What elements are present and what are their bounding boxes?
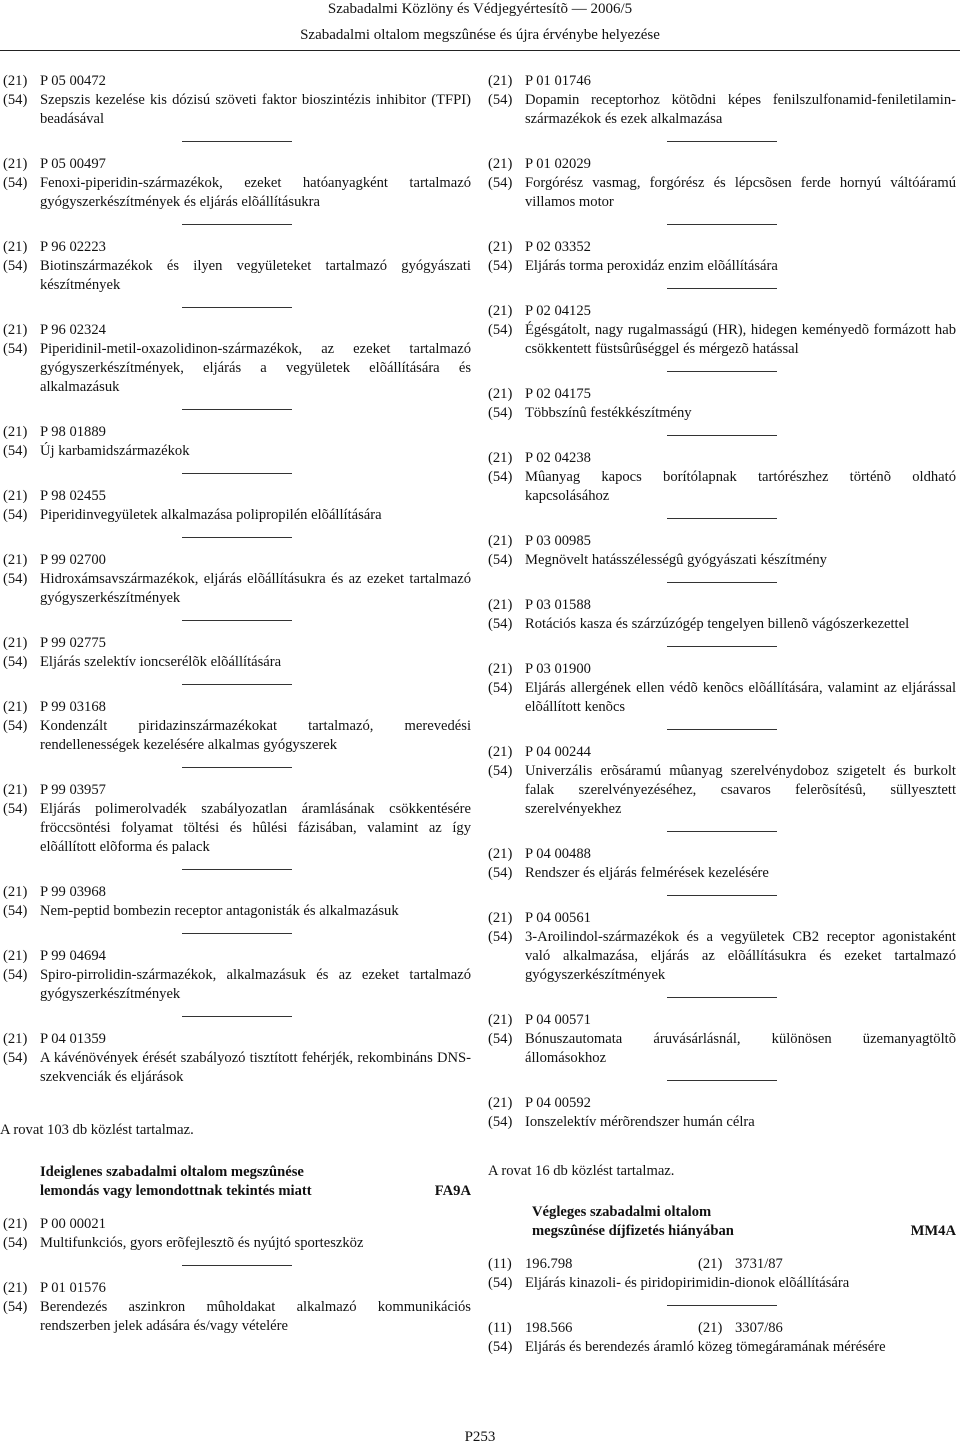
inid-code-21: (21) [3, 884, 28, 900]
entry-id-row [3, 423, 471, 442]
patent-entry [488, 845, 956, 883]
patent-entry [488, 743, 956, 819]
invention-title: Égésgátolt, nagy rugalmasságú (HR), hidegen keményedõ formázott hab csökkentett füstsûrûséggel és mérgezõ hatással [525, 322, 956, 357]
inid-code-11: (11) [488, 1256, 512, 1272]
entry-id-row [488, 449, 956, 468]
inid-code-54: (54) [3, 1299, 28, 1315]
patent-entry [488, 385, 956, 423]
invention-title: Eljárás allergének ellen védõ kenõcs elõállítására, valamint az eljárással elõállított kenõcs [525, 680, 956, 715]
application-number: P 99 03168 [40, 699, 106, 715]
inid-code-21: (21) [3, 1031, 28, 1047]
inid-code-21: (21) [3, 322, 28, 338]
inid-code-21: (21) [3, 948, 28, 964]
inid-code-21: (21) [488, 386, 513, 402]
patent-entry [488, 449, 956, 506]
section-total: A rovat 16 db közlést tartalmaz. [488, 1163, 675, 1179]
invention-title: 3-Aroilindol-származékok és a vegyületek CB2 receptor agonistaként való alkalmazása, eljárás az elõállításukra és ezeket tartalmazó gyógyszerkészítmények [525, 929, 956, 983]
inid-code-54: (54) [3, 967, 28, 983]
entry-id-row [488, 302, 956, 321]
entry-id-row [3, 238, 471, 257]
inid-code-21: (21) [488, 450, 513, 466]
inid-code-54: (54) [3, 92, 28, 108]
entry-separator [667, 831, 777, 832]
inid-code-54: (54) [488, 258, 513, 274]
inid-code-21: (21) [488, 744, 513, 760]
entry-title-row [3, 91, 471, 129]
invention-title: Rotációs kasza és szárzúzógép tengelyen billenõ vágószerkezettel [525, 616, 910, 632]
inid-code-54: (54) [3, 801, 28, 817]
patent-entry [488, 1011, 956, 1068]
invention-title: Szepszis kezelése kis dózisú szöveti faktor bioszintézis inhibitor (TFPI) beadásával [40, 92, 471, 127]
application-number: P 05 00497 [40, 156, 106, 172]
inid-code-54: (54) [488, 865, 513, 881]
patent-entry [488, 532, 956, 570]
entry-title-row [3, 340, 471, 397]
entry-separator [182, 141, 292, 142]
section-heading-line1: Végleges szabadalmi oltalom [532, 1204, 712, 1220]
invention-title: Eljárás és berendezés áramló közeg tömegáramának mérésére [525, 1339, 886, 1355]
application-number: P 96 02324 [40, 322, 106, 338]
application-number: P 99 02775 [40, 635, 106, 651]
invention-title: Kondenzált piridazinszármazékokat tartalmazó, merevedési rendellenességek kezelésére alkalmas gyógyszerek [40, 718, 471, 753]
invention-title: Piperidinvegyületek alkalmazása polipropilén elõállítására [40, 507, 382, 523]
entry-separator [182, 307, 292, 308]
entry-separator [667, 729, 777, 730]
inid-code-21: (21) [488, 597, 513, 613]
entry-title-row [488, 404, 956, 423]
application-number: P 04 00592 [525, 1095, 591, 1111]
section-spacer [3, 1201, 471, 1215]
inid-code-21: (21) [488, 239, 513, 255]
entry-id-row [3, 72, 471, 91]
inid-code-11: (11) [488, 1320, 512, 1336]
inid-code-54: (54) [3, 175, 28, 191]
entry-title-row [3, 442, 471, 461]
entry-separator [667, 224, 777, 225]
entry-separator [667, 518, 777, 519]
invention-title: Spiro-pirrolidin-származékok, alkalmazásuk és az ezeket tartalmazó gyógyszerkészítmények [40, 967, 471, 1002]
entry-separator [667, 582, 777, 583]
inid-code-54: (54) [488, 552, 513, 568]
patent-entry [3, 883, 471, 921]
patent-entry [3, 321, 471, 397]
entry-id-row [3, 321, 471, 340]
inid-code-21: (21) [488, 661, 513, 677]
application-number: P 00 00021 [40, 1216, 106, 1232]
entry-id-row [3, 698, 471, 717]
application-number: P 98 01889 [40, 424, 106, 440]
inid-code-21: (21) [3, 239, 28, 255]
entry-title-row [488, 468, 956, 506]
invention-title: Eljárás kinazoli- és piridopirimidin-dionok elõállítására [525, 1275, 850, 1291]
invention-title: Eljárás polimerolvadék szabályozatlan áramlásának csökkentésére fröccsöntési folyamat töltési és hûlési fázisában, valamint az így elõállított elõforma és palack [40, 801, 471, 855]
invention-title: Berendezés aszinkron mûholdakat alkalmazó kommunikációs rendszerben jelek adására és/vagy vételére [40, 1299, 471, 1334]
entry-separator [667, 1305, 777, 1306]
entry-title-row [488, 174, 956, 212]
patent-entry [488, 1319, 956, 1357]
entry-separator [182, 409, 292, 410]
entry-id-row [488, 909, 956, 928]
application-number: P 04 01359 [40, 1031, 106, 1047]
invention-title: Dopamin receptorhoz kötõdni képes fenilszulfonamid-feniletilamin-származékok és ezek alkalmazása [525, 92, 956, 127]
entry-separator [182, 869, 292, 870]
inid-code-54: (54) [488, 1114, 513, 1130]
section-heading [488, 1203, 956, 1241]
invention-title: Megnövelt hatásszélességû gyógyászati készítmény [525, 552, 827, 568]
entry-title-row [488, 864, 956, 883]
inid-code-54: (54) [488, 92, 513, 108]
inid-code-21: (21) [698, 1320, 723, 1336]
entry-title-row [3, 902, 471, 921]
inid-code-54: (54) [488, 1339, 513, 1355]
inid-code-21: (21) [488, 303, 513, 319]
application-number: P 04 00244 [525, 744, 591, 760]
entry-id-row [3, 1215, 471, 1234]
inid-code-54: (54) [488, 929, 513, 945]
inid-code-54: (54) [3, 1050, 28, 1066]
entry-separator [182, 767, 292, 768]
section-heading-line1: Ideiglenes szabadalmi oltalom megszûnése [40, 1164, 304, 1180]
application-number: P 01 02029 [525, 156, 591, 172]
entry-id-row [488, 238, 956, 257]
application-number: P 04 00571 [525, 1012, 591, 1028]
inid-code-54: (54) [3, 258, 28, 274]
invention-title: Mûanyag kapocs borítólapnak tartórészhez történõ oldható kapcsolásához [525, 469, 956, 504]
patent-entry [488, 596, 956, 634]
application-number: P 02 03352 [525, 239, 591, 255]
invention-title: Univerzális erõsáramú mûanyag szerelvénydoboz szigetelt és burkolt falak szerelvényezéséhez, csavaros felerõsítésû, süllyesztett szerelvényekhez [525, 763, 956, 817]
entry-separator [182, 684, 292, 685]
entry-id-row [488, 1094, 956, 1113]
entry-title-row [3, 966, 471, 1004]
inid-code-54: (54) [3, 507, 28, 523]
entry-title-row [3, 1298, 471, 1336]
entry-title-row [488, 928, 956, 985]
inid-code-21: (21) [3, 156, 28, 172]
patent-entry [3, 238, 471, 295]
patent-entry [3, 1215, 471, 1253]
patent-entry [3, 947, 471, 1004]
entry-separator [667, 371, 777, 372]
invention-title: A kávénövények érését szabályozó tisztított fehérjék, rekombináns DNS-szekvenciák és eljárások [40, 1050, 471, 1085]
inid-code-54: (54) [3, 341, 28, 357]
inid-code-21: (21) [488, 73, 513, 89]
entry-title-row [3, 174, 471, 212]
entry-title-row [3, 570, 471, 608]
application-number: P 99 03968 [40, 884, 106, 900]
application-number: P 99 04694 [40, 948, 106, 964]
patent-entry [488, 155, 956, 212]
entry-separator [182, 224, 292, 225]
inid-code-21: (21) [3, 635, 28, 651]
patent-entry [3, 781, 471, 857]
entry-separator [182, 1265, 292, 1266]
application-number: P 05 00472 [40, 73, 106, 89]
invention-title: Többszínû festékkészítmény [525, 405, 692, 421]
entry-separator [667, 646, 777, 647]
entry-title-row [488, 679, 956, 717]
entry-id-row [3, 551, 471, 570]
inid-code-54: (54) [488, 763, 513, 779]
entry-id-row [3, 634, 471, 653]
entry-separator [182, 473, 292, 474]
invention-title: Multifunkciós, gyors erõfejlesztõ és nyújtó sporteszköz [40, 1235, 364, 1251]
application-number: 3307/86 [735, 1320, 783, 1336]
application-number: P 04 00561 [525, 910, 591, 926]
entry-id-row [488, 660, 956, 679]
section-code: FA9A [434, 1183, 471, 1199]
page-number: P253 [464, 1429, 496, 1445]
inid-code-21: (21) [3, 73, 28, 89]
entry-separator [182, 1016, 292, 1017]
entry-id-row [488, 385, 956, 404]
running-header [0, 0, 960, 44]
entry-title-row [488, 615, 956, 634]
section-spacer [488, 1241, 956, 1255]
patent-entry [3, 634, 471, 672]
application-number: P 96 02223 [40, 239, 106, 255]
invention-title: Nem-peptid bombezin receptor antagonisták és alkalmazásuk [40, 903, 399, 919]
entry-id-row [3, 947, 471, 966]
inid-code-21: (21) [698, 1256, 723, 1272]
inid-code-21: (21) [3, 424, 28, 440]
entry-separator [182, 933, 292, 934]
entry-id-row [488, 596, 956, 615]
entry-id-row [488, 155, 956, 174]
inid-code-21: (21) [488, 156, 513, 172]
inid-code-54: (54) [488, 405, 513, 421]
entry-title-row [488, 1338, 956, 1357]
invention-title: Fenoxi-piperidin-származékok, ezeket hatóanyagként tartalmazó gyógyszerkészítmények és eljárás elõállításukra [40, 175, 471, 210]
invention-title: Hidroxámsavszármazékok, eljárás elõállításukra és az ezeket tartalmazó gyógyszerkészítmények [40, 571, 471, 606]
entry-separator [182, 537, 292, 538]
entry-title-row [3, 257, 471, 295]
inid-code-54: (54) [3, 654, 28, 670]
inid-code-54: (54) [3, 571, 28, 587]
inid-code-21: (21) [488, 1095, 513, 1111]
invention-title: Eljárás torma peroxidáz enzim elõállítására [525, 258, 778, 274]
application-number: P 04 00488 [525, 846, 591, 862]
entry-title-row [3, 800, 471, 857]
application-number: P 02 04238 [525, 450, 591, 466]
entry-title-row [488, 321, 956, 359]
entry-id-row [3, 487, 471, 506]
inid-code-21: (21) [488, 1012, 513, 1028]
entry-separator [667, 141, 777, 142]
entry-id-row [488, 1255, 956, 1274]
inid-code-54: (54) [488, 175, 513, 191]
invention-title: Biotinszármazékok és ilyen vegyületeket tartalmazó gyógyászati készítmények [40, 258, 471, 293]
entry-id-row [488, 845, 956, 864]
application-number: 3731/87 [735, 1256, 783, 1272]
inid-code-21: (21) [488, 910, 513, 926]
inid-code-21: (21) [3, 552, 28, 568]
inid-code-54: (54) [488, 680, 513, 696]
entry-title-row [488, 1030, 956, 1068]
inid-code-21: (21) [3, 1280, 28, 1296]
patent-number: 196.798 [525, 1256, 573, 1272]
entry-title-row [3, 717, 471, 755]
left-column [0, 72, 471, 1336]
patent-entry [488, 660, 956, 717]
application-number: P 03 00985 [525, 533, 591, 549]
application-number: P 99 02700 [40, 552, 106, 568]
inid-code-54: (54) [3, 903, 28, 919]
patent-entry [488, 302, 956, 359]
application-number: P 98 02455 [40, 488, 106, 504]
application-number: P 03 01588 [525, 597, 591, 613]
inid-code-54: (54) [488, 322, 513, 338]
application-number: P 01 01576 [40, 1280, 106, 1296]
entry-id-row [3, 155, 471, 174]
inid-code-54: (54) [488, 469, 513, 485]
entry-separator [667, 997, 777, 998]
section-heading [3, 1163, 471, 1201]
right-column [488, 72, 956, 1357]
patent-entry [488, 1255, 956, 1293]
entry-title-row [3, 506, 471, 525]
inid-code-54: (54) [488, 1031, 513, 1047]
entry-title-row [3, 653, 471, 672]
patent-numbers [525, 1319, 956, 1338]
entry-separator [182, 620, 292, 621]
invention-title: Piperidinil-metil-oxazolidinon-származékok, az ezeket tartalmazó gyógyszerkészítmények, eljárás a vegyületek elõállítására és alkalmazásuk [40, 341, 471, 395]
patent-entry [3, 1279, 471, 1336]
entry-title-row [488, 91, 956, 129]
patent-entry [3, 423, 471, 461]
inid-code-54: (54) [3, 718, 28, 734]
entry-title-row [488, 1113, 956, 1132]
patent-entry [3, 155, 471, 212]
inid-code-21: (21) [3, 488, 28, 504]
entry-separator [667, 1080, 777, 1081]
patent-entry [488, 238, 956, 276]
patent-entry [3, 72, 471, 129]
section-title: Szabadalmi oltalom megszûnése és újra érvénybe helyezése [300, 27, 660, 43]
inid-code-21: (21) [3, 699, 28, 715]
inid-code-54: (54) [488, 616, 513, 632]
patent-entry [488, 1094, 956, 1132]
patent-entry [3, 698, 471, 755]
patent-entry [3, 487, 471, 525]
patent-number: 198.566 [525, 1320, 573, 1336]
application-number: P 01 01746 [525, 73, 591, 89]
invention-title: Eljárás szelektív ioncserélõk elõállítására [40, 654, 282, 670]
entry-id-row [3, 883, 471, 902]
patent-entry [488, 909, 956, 985]
entry-title-row [488, 762, 956, 819]
entry-id-row [488, 72, 956, 91]
invention-title: Ionszelektív mérõrendszer humán célra [525, 1114, 755, 1130]
section-total: A rovat 103 db közlést tartalmaz. [0, 1122, 194, 1138]
patent-entry [488, 72, 956, 129]
entry-separator [667, 288, 777, 289]
section-heading-line2: lemondás vagy lemondottnak tekintés miatt [40, 1183, 312, 1199]
invention-title: Forgórész vasmag, forgórész és lépcsõsen ferde hornyú váltóáramú villamos motor [525, 175, 956, 210]
inid-code-21: (21) [3, 782, 28, 798]
application-number: P 99 03957 [40, 782, 106, 798]
inid-code-21: (21) [488, 846, 513, 862]
entry-id-row [488, 532, 956, 551]
inid-code-54: (54) [3, 443, 28, 459]
patent-numbers [525, 1255, 956, 1274]
entry-separator [667, 895, 777, 896]
header-rule [0, 50, 960, 51]
invention-title: Rendszer és eljárás felmérések kezelésére [525, 865, 769, 881]
entry-title-row [3, 1234, 471, 1253]
entry-title-row [488, 551, 956, 570]
entry-title-row [3, 1049, 471, 1087]
entry-separator [667, 435, 777, 436]
application-number: P 03 01900 [525, 661, 591, 677]
inid-code-54: (54) [3, 1235, 28, 1251]
application-number: P 02 04125 [525, 303, 591, 319]
entry-title-row [488, 257, 956, 276]
entry-id-row [488, 1319, 956, 1338]
section-code: MM4A [910, 1223, 956, 1239]
inid-code-21: (21) [488, 533, 513, 549]
inid-code-54: (54) [488, 1275, 513, 1291]
patent-entry [3, 551, 471, 608]
entry-title-row [488, 1274, 956, 1293]
entry-id-row [488, 743, 956, 762]
patent-entry [3, 1030, 471, 1087]
entry-id-row [3, 1030, 471, 1049]
entry-id-row [3, 1279, 471, 1298]
entry-id-row [3, 781, 471, 800]
inid-code-21: (21) [3, 1216, 28, 1232]
invention-title: Bónuszautomata áruvásárlásnál, különösen üzemanyagtöltõ állomásokhoz [525, 1031, 956, 1066]
invention-title: Új karbamidszármazékok [40, 443, 190, 459]
entry-id-row [488, 1011, 956, 1030]
journal-title: Szabadalmi Közlöny és Védjegyértesítõ — 2006/5 [327, 1, 633, 17]
section-heading-line2: megszûnése díjfizetés hiányában [532, 1223, 734, 1239]
application-number: P 02 04175 [525, 386, 591, 402]
